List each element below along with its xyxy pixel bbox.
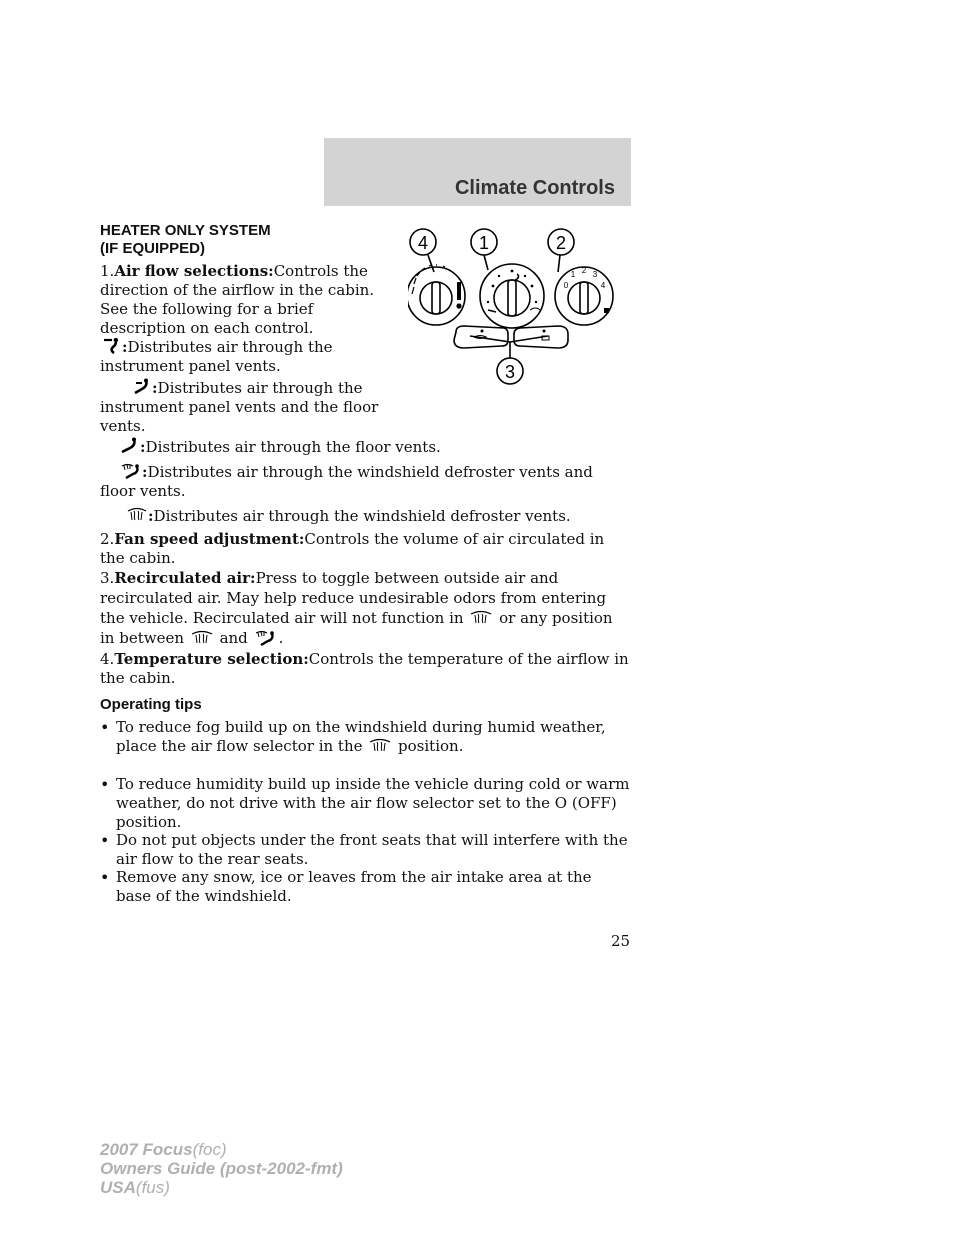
callout-3: 3 bbox=[504, 362, 516, 382]
defrost-icon bbox=[367, 737, 393, 755]
tip-4: Remove any snow, ice or leaves from the air intake area at the base of the windshield. bbox=[116, 868, 592, 905]
footer: 2007 Focus(foc) Owners Guide (post-2002-fmt) USA(fus) bbox=[100, 1140, 343, 1197]
page-number: 25 bbox=[611, 932, 631, 950]
panel-vent-icon bbox=[100, 337, 122, 355]
tip-3: Do not put objects under the front seats that will interfere with the air flow to the rear seats. bbox=[116, 831, 628, 868]
mode-defrost-floor: :Distributes air through the windshield defroster vents and floor vents. bbox=[100, 463, 593, 500]
defrost-floor-icon bbox=[253, 629, 279, 647]
mode-defrost: :Distributes air through the windshield defroster vents. bbox=[100, 506, 630, 526]
callout-4: 4 bbox=[417, 233, 429, 253]
defrost-icon bbox=[468, 609, 494, 627]
bullet: • bbox=[100, 868, 110, 887]
defrost-icon bbox=[126, 506, 148, 524]
airflow-item: 1.Air flow selections:Controls the direction of the airflow in the cabin. See the following for a brief description on each control. bbox=[100, 262, 375, 337]
fan-label-1: 1 bbox=[570, 270, 576, 279]
recirc-item: 3.Recirculated air:Press to toggle between outside air and recirculated air. May help reduce undesirable odors from entering the vehicle. Recirculated air will not function in or any position in between and . bbox=[100, 569, 613, 647]
header-bar bbox=[324, 138, 631, 206]
temp-item: 4.Temperature selection:Controls the temperature of the airflow in the cabin. bbox=[100, 650, 629, 687]
tip-1: To reduce fog build up on the windshield during humid weather, place the air flow selector in the position. bbox=[116, 718, 606, 755]
floor-vent-icon bbox=[118, 437, 140, 455]
fan-item: 2.Fan speed adjustment:Controls the volume of air circulated in the cabin. bbox=[100, 530, 605, 567]
bullet: • bbox=[100, 775, 110, 794]
panel-floor-vent-icon bbox=[130, 378, 152, 396]
fan-label-2: 2 bbox=[581, 266, 587, 275]
fan-label-4: 4 bbox=[600, 281, 606, 290]
fan-label-0: 0 bbox=[563, 281, 569, 290]
climate-panel-figure bbox=[408, 224, 630, 386]
defrost-icon bbox=[189, 629, 215, 647]
bullet: • bbox=[100, 718, 110, 737]
mode-floor: :Distributes air through the floor vents. bbox=[100, 437, 630, 457]
bullet: • bbox=[100, 831, 110, 850]
callout-1: 1 bbox=[478, 233, 490, 253]
section-title: HEATER ONLY SYSTEM (IF EQUIPPED) bbox=[100, 222, 271, 257]
tip-2: To reduce humidity build up inside the vehicle during cold or warm weather, do not drive with the air flow selector set to the O (OFF) position. bbox=[116, 775, 630, 831]
tips-title: Operating tips bbox=[100, 696, 202, 713]
page-title: Climate Controls bbox=[454, 177, 615, 199]
callout-2: 2 bbox=[555, 233, 567, 253]
mode-panel: :Distributes air through the instrument panel vents. bbox=[100, 338, 333, 375]
mode-panel-floor: :Distributes air through the instrument panel vents and the floor vents. bbox=[100, 379, 379, 435]
fan-label-3: 3 bbox=[592, 270, 598, 279]
defrost-floor-icon bbox=[120, 462, 142, 480]
